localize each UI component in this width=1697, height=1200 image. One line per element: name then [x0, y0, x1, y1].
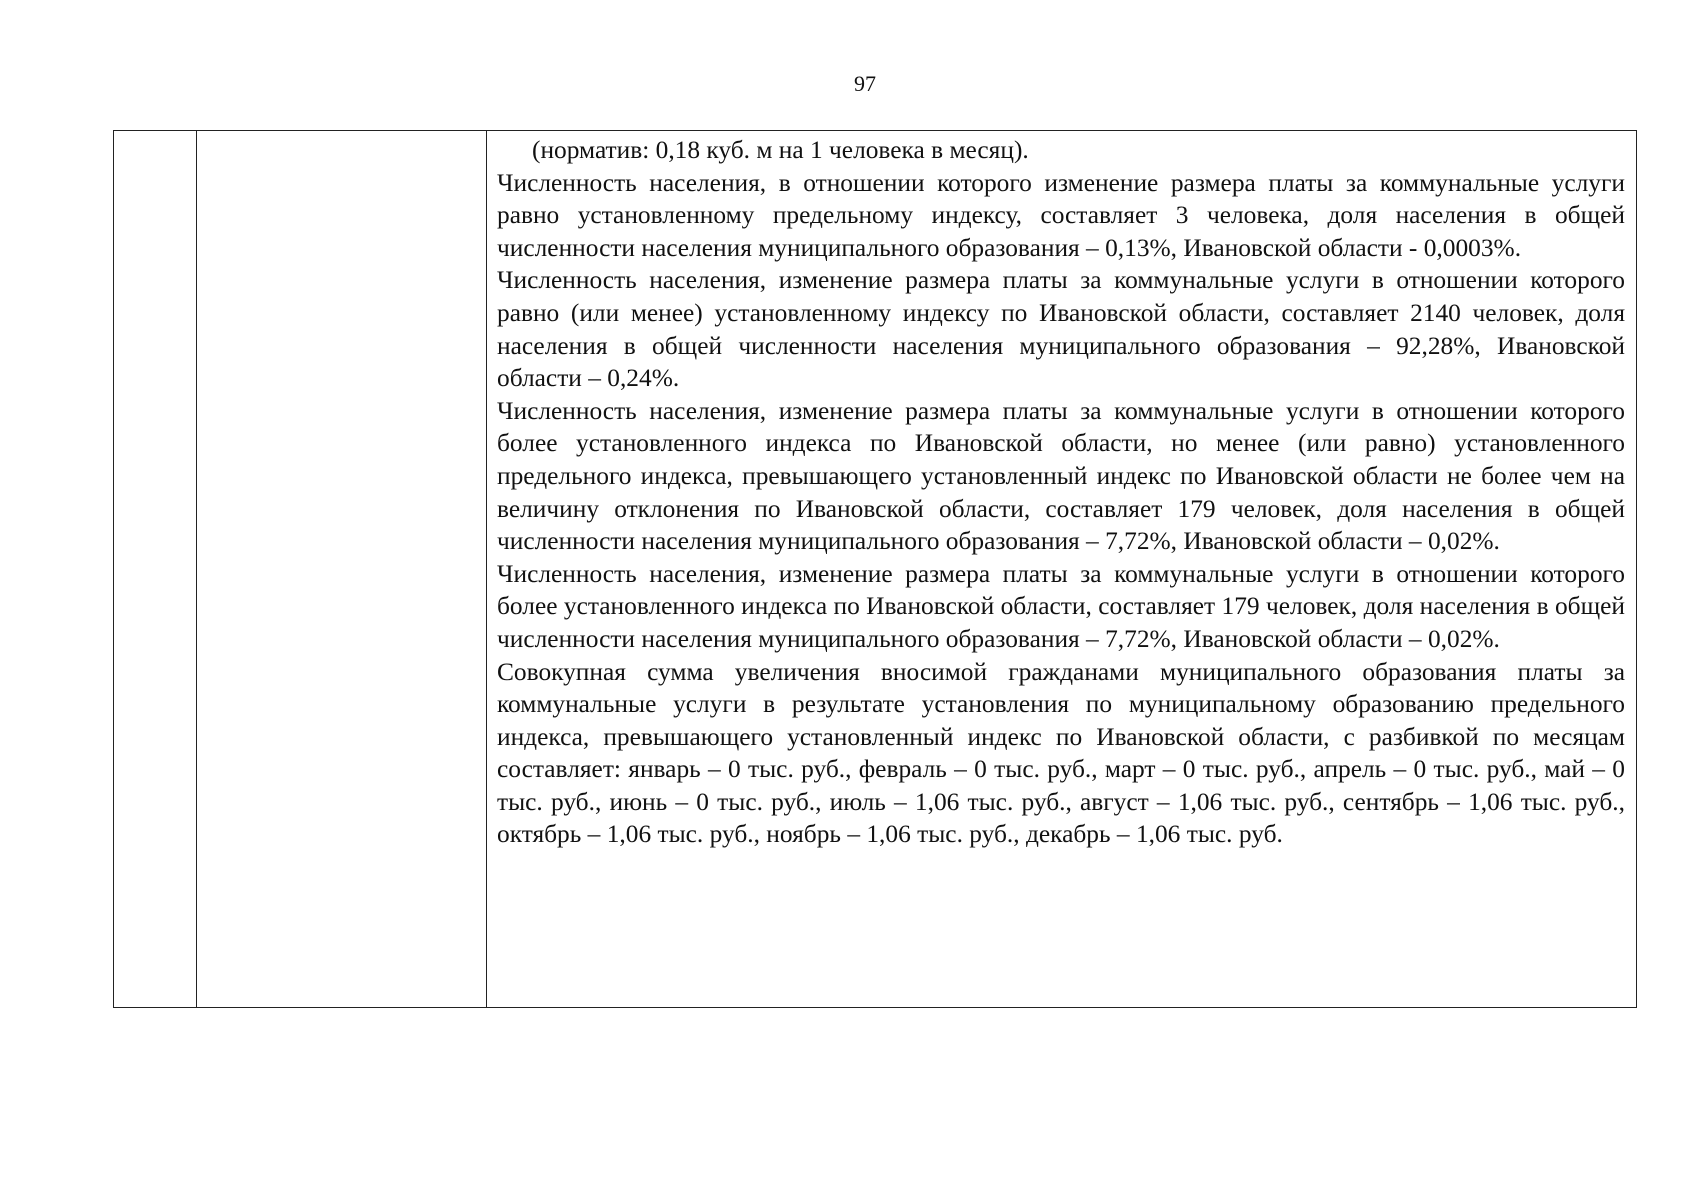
- column-divider: [196, 131, 197, 1007]
- document-table: [113, 130, 1637, 1008]
- paragraph-total-increase: Совокупная сумма увеличения вносимой гражданами муниципального образования платы за коммунальные услуги в результате установления по муниципальному образованию предельного индекса, превышающего установленный индекс по Ивановской области, с разбивкой по месяцам составляет: январь – 0 тыс. руб., февраль – 0 тыс. руб., март – 0 тыс. руб., апрель – 0 тыс. руб., май – 0 тыс. руб., июнь – 0 тыс. руб., июль – 1,06 тыс. руб., август – 1,06 тыс. руб., сентябрь – 1,06 тыс. руб., октябрь – 1,06 тыс. руб., ноябрь – 1,06 тыс. руб., декабрь – 1,06 тыс. руб.: [497, 657, 1625, 849]
- column-divider: [486, 131, 487, 1007]
- table-text-cell: [497, 134, 1625, 851]
- page-number: 97: [854, 71, 876, 96]
- paragraph-norm: (норматив: 0,18 куб. м на 1 человека в месяц).: [532, 136, 1029, 164]
- paragraph-population-between-index: Численность населения, изменение размера платы за коммунальные услуги в отношении которого более установленного индекса по Ивановской области, но менее (или равно) установленного предельного индекса, превышающего установленный индекс по Ивановской области не более чем на величину отклонения по Ивановской области, составляет 179 человек, доля населения в общей численности населения муниципального образования – 7,72%, Ивановской области – 0,02%.: [497, 396, 1625, 556]
- paragraph-population-below-index: Численность населения, изменение размера платы за коммунальные услуги в отношении которого равно (или менее) установленному индексу по Ивановской области, составляет 2140 человек, доля населения в общей численности населения муниципального образования – 92,28%, Ивановской области – 0,24%.: [497, 266, 1625, 393]
- paragraph-population-above-index: Численность населения, изменение размера платы за коммунальные услуги в отношении которого более установленного индекса по Ивановской области, составляет 179 человек, доля населения в общей численности населения муниципального образования – 7,72%, Ивановской области – 0,02%.: [497, 559, 1625, 653]
- paragraph-population-limit-index: Численность населения, в отношении которого изменение размера платы за коммунальные услуги равно установленному предельному индексу, составляет 3 человека, доля населения в общей численности населения муниципального образования – 0,13%, Ивановской области - 0,0003%.: [497, 168, 1625, 262]
